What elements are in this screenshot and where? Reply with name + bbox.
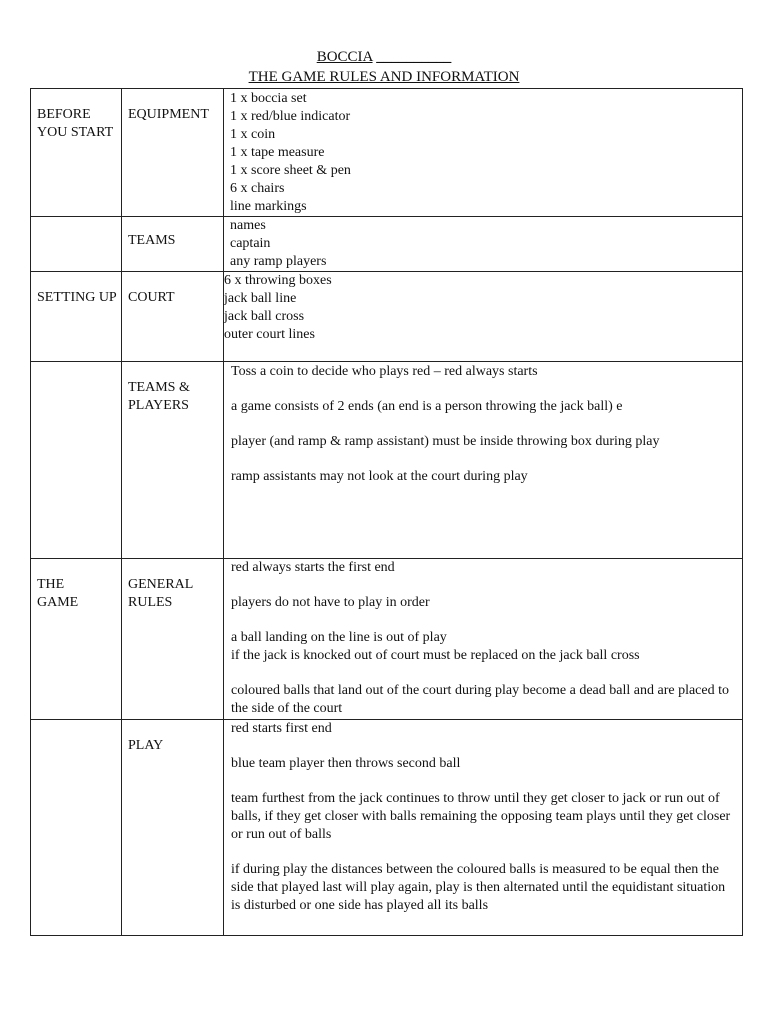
content-cell [224,272,743,362]
document-subtitle [0,68,768,86]
section-label: SETTING UP [37,290,117,305]
section-cell [31,362,122,559]
rule-paragraph: if the jack is knocked out of court must be replaced on the jack ball cross [231,648,640,663]
rule-paragraph: if during play the distances between the coloured balls is measured to be equal then the side that played last will play again, play is then alternated until the equidistant situation is disturbed or one side has played all its balls [231,862,726,913]
table-row [31,217,743,272]
rule-paragraph: a ball landing on the line is out of play [231,630,447,645]
table-row [31,559,743,720]
section-label: BEFORE YOU START [37,107,114,140]
topic-label: EQUIPMENT [128,107,209,122]
rule-paragraph: ramp assistants may not look at the court during play [231,469,528,484]
list-item: captain [230,236,271,251]
list-item: any ramp players [230,254,327,269]
list-item: 1 x coin [230,127,276,142]
section-cell [31,559,122,720]
title-text: BOCCIA [316,49,373,65]
list-item: 1 x red/blue indicator [230,109,351,124]
subtitle-text: THE GAME RULES AND INFORMATION [248,69,520,85]
topic-cell [122,89,224,217]
content-cell [224,89,743,217]
section-cell [31,217,122,272]
list-item: 1 x tape measure [230,145,325,160]
table-row [31,272,743,362]
rule-paragraph: blue team player then throws second ball [231,756,461,771]
rule-paragraph: a game consists of 2 ends (an end is a person throwing the jack ball) e [231,399,623,414]
topic-label: TEAMS & PLAYERS [128,380,190,413]
topic-cell [122,272,224,362]
content-cell [224,217,743,272]
content-cell [224,559,743,720]
list-item: 6 x chairs [230,181,285,196]
content-cell [224,362,743,559]
topic-cell [122,217,224,272]
title-blank: __________ [376,49,452,65]
topic-cell [122,559,224,720]
rules-table [30,88,743,936]
rule-paragraph: team furthest from the jack continues to throw until they get closer to jack or run out of balls, if they get closer with balls remaining the opposing team plays until they get closer or run out of balls [231,791,731,842]
section-label: THE GAME [37,577,79,610]
section-cell [31,272,122,362]
list-item: jack ball cross [224,309,305,324]
topic-label: TEAMS [128,233,176,248]
rule-paragraph: red always starts the first end [231,560,395,575]
rule-paragraph: red starts first end [231,721,332,736]
topic-label: PLAY [128,738,164,753]
table-row [31,89,743,217]
list-item: 1 x boccia set [230,91,307,106]
table-row [31,362,743,559]
list-item: line markings [230,199,307,214]
rule-paragraph: Toss a coin to decide who plays red – red always starts [231,364,538,379]
rule-paragraph: coloured balls that land out of the court during play become a dead ball and are placed to the side of the court [231,683,729,716]
list-item: 6 x throwing boxes [224,273,332,288]
section-cell [31,89,122,217]
list-item: outer court lines [224,327,315,342]
rule-paragraph: players do not have to play in order [231,595,430,610]
table-row [31,720,743,936]
topic-label: COURT [128,290,175,305]
topic-label: GENERAL RULES [128,577,193,610]
topic-cell [122,362,224,559]
rule-paragraph: player (and ramp & ramp assistant) must be inside throwing box during play [231,434,660,449]
document-title [0,48,768,66]
list-item: jack ball line [224,291,297,306]
list-item: 1 x score sheet & pen [230,163,351,178]
section-cell [31,720,122,936]
list-item: names [230,218,266,233]
content-cell [224,720,743,936]
topic-cell [122,720,224,936]
